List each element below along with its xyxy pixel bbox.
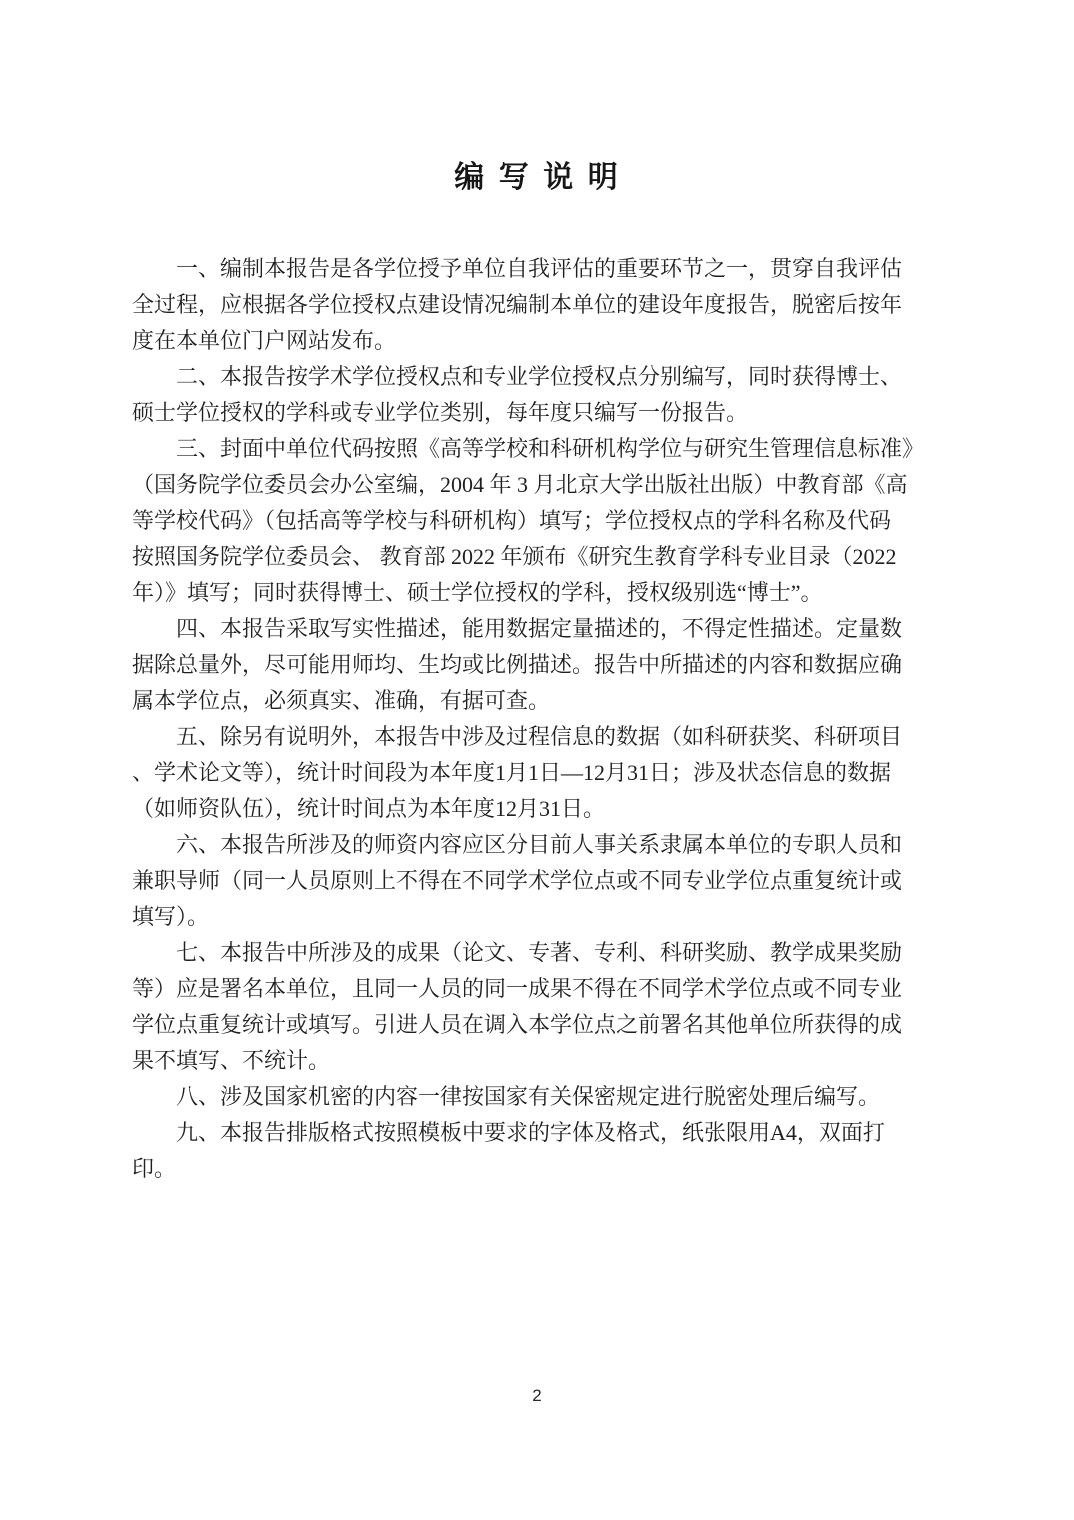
text-line: 全过程，应根据各学位授权点建设情况编制本单位的建设年度报告，脱密后按年	[132, 292, 903, 317]
text-line: 属本学位点，必须真实、准确，有据可查。	[132, 688, 551, 713]
text-line: 学位点重复统计或填写。引进人员在调入本学位点之前署名其他单位所获得的成	[132, 1012, 903, 1037]
paragraph	[132, 1079, 904, 1115]
paragraph	[132, 719, 904, 827]
text-line: （如师资队伍），统计时间点为本年度12月31日。	[132, 796, 606, 821]
text-line: 硕士学位授权的学科或专业学位类别，每年度只编写一份报告。	[132, 400, 749, 425]
document-body	[132, 251, 925, 1187]
text-line: 一、编制本报告是各学位授予单位自我评估的重要环节之一，贯穿自我评估	[176, 256, 903, 281]
page-number: 2	[532, 1386, 542, 1405]
paragraph	[132, 827, 904, 935]
paragraph	[132, 251, 904, 359]
text-line: 填写）。	[132, 904, 210, 929]
text-line: 兼职导师（同一人员原则上不得在不同学术学位点或不同专业学位点重复统计或	[132, 868, 903, 893]
text-line: 、学术论文等），统计时间段为本年度1月1日—12月31日；涉及状态信息的数据	[132, 760, 892, 785]
text-line: 六、本报告所涉及的师资内容应区分目前人事关系隶属本单位的专职人员和	[176, 832, 903, 857]
paragraph	[132, 431, 925, 611]
text-line: 按照国务院学位委员会、 教育部 2022 年颁布《研究生教育学科专业目录（2022	[132, 544, 897, 569]
text-line: 年）》填写；同时获得博士、硕士学位授权的学科，授权级别选“博士”。	[132, 580, 823, 605]
text-line: 七、本报告中所涉及的成果（论文、专著、专利、科研奖励、教学成果奖励	[176, 940, 903, 965]
text-line: 等）应是署名本单位，且同一人员的同一成果不得在不同学术学位点或不同专业	[132, 976, 903, 1001]
paragraph	[132, 935, 904, 1079]
text-line: （国务院学位委员会办公室编，2004 年 3 月北京大学出版社出版）中教育部《高	[132, 472, 908, 497]
paragraph	[132, 1115, 904, 1187]
text-line: 据除总量外，尽可能用师均、生均或比例描述。报告中所描述的内容和数据应确	[132, 652, 903, 677]
text-line: 四、本报告采取写实性描述，能用数据定量描述的，不得定性描述。定量数	[176, 616, 903, 641]
paragraph	[132, 359, 904, 431]
text-line: 等学校代码》（包括高等学校与科研机构）填写；学位授权点的学科名称及代码	[132, 508, 892, 533]
text-line: 五、除另有说明外，本报告中涉及过程信息的数据（如科研获奖、科研项目	[176, 724, 903, 749]
text-line: 二、本报告按学术学位授权点和专业学位授权点分别编写，同时获得博士、	[176, 364, 903, 389]
text-line: 度在本单位门户网站发布。	[132, 328, 397, 353]
text-line: 八、涉及国家机密的内容一律按国家有关保密规定进行脱密处理后编写。	[176, 1084, 881, 1109]
document-title: 编 写 说 明	[454, 161, 620, 194]
text-line: 印。	[132, 1156, 177, 1181]
paragraph	[132, 611, 904, 719]
text-line: 果不填写、不统计。	[132, 1048, 331, 1073]
text-line: 九、本报告排版格式按照模板中要求的字体及格式，纸张限用A4，双面打	[176, 1120, 885, 1145]
text-line: 三、封面中单位代码按照《高等学校和科研机构学位与研究生管理信息标准》	[176, 436, 925, 461]
